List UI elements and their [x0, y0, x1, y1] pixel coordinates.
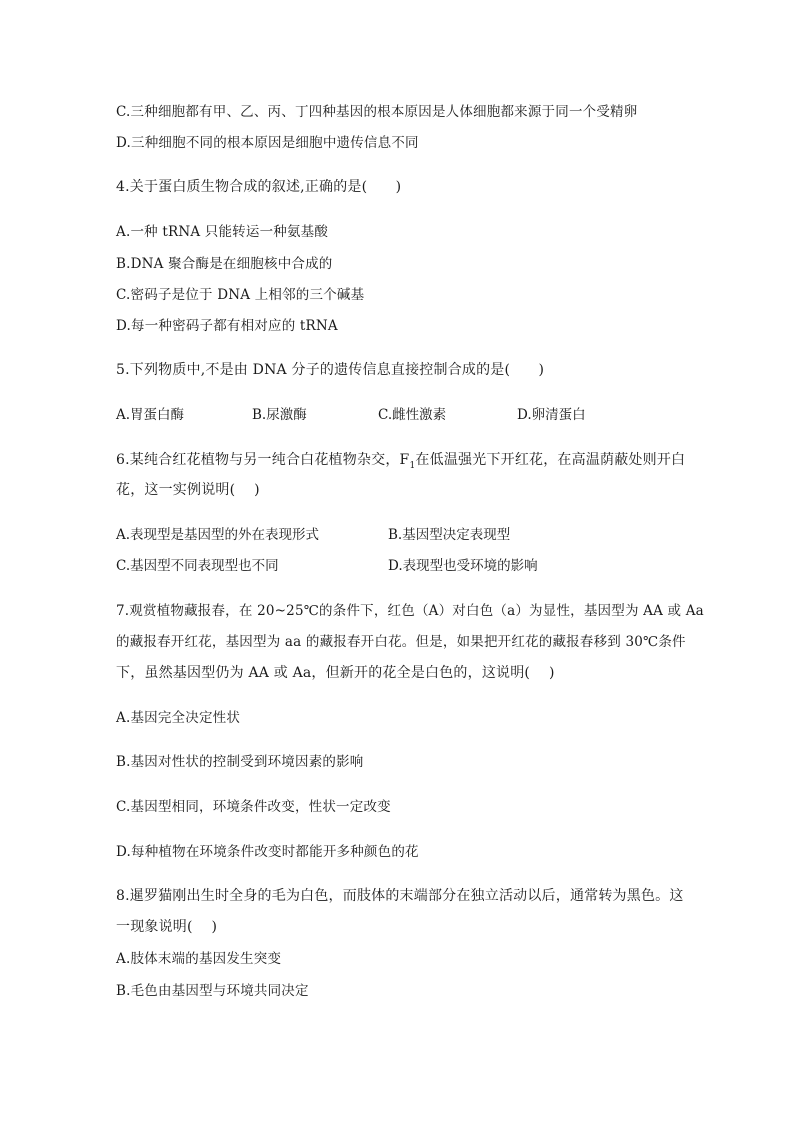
q5-options-row — [116, 405, 716, 425]
q3-option-c: C.三种细胞都有甲、乙、丙、丁四种基因的根本原因是人体细胞都来源于同一个受精卵 — [116, 104, 638, 120]
q7-stem-line1: 7.观赏植物藏报春，在 20~25℃的条件下，红色（A）对白色（a）为显性，基因型为 AA 或 Aa — [116, 603, 704, 619]
q4-option-a: A.一种 tRNA 只能转运一种氨基酸 — [116, 224, 329, 240]
q5-option-c: C.雌性激素 — [378, 407, 447, 423]
q6-options-row1 — [116, 525, 716, 545]
q6-option-c: C.基因型不同表现型也不同 — [116, 558, 279, 574]
q7-option-a: A.基因完全决定性状 — [116, 710, 241, 726]
q5-option-a: A.胃蛋白酶 — [116, 407, 185, 423]
q7-option-c: C.基因型相同，环境条件改变，性状一定改变 — [116, 799, 391, 815]
q5-option-b: B.尿激酶 — [252, 407, 307, 423]
q6-stem-line1 — [116, 450, 685, 476]
q4-option-b: B.DNA 聚合酶是在细胞核中合成的 — [116, 256, 333, 272]
q6-stem-subscript: 1 — [409, 460, 416, 471]
q7-option-d: D.每种植物在环境条件改变时都能开多种颜色的花 — [116, 844, 419, 860]
q4-option-c: C.密码子是位于 DNA 上相邻的三个碱基 — [116, 287, 365, 303]
q8-option-a: A.肢体末端的基因发生突变 — [116, 951, 282, 967]
q8-stem-line1: 8.暹罗猫刚出生时全身的毛为白色，而肢体的末端部分在独立活动以后，通常转为黑色。这 — [116, 888, 684, 904]
q6-option-a: A.表现型是基因型的外在表现形式 — [116, 527, 320, 543]
q6-option-d: D.表现型也受环境的影响 — [388, 558, 538, 574]
q6-options-row2 — [116, 556, 716, 576]
q6-option-b: B.基因型决定表现型 — [388, 527, 511, 543]
q5-stem: 5.下列物质中,不是由 DNA 分子的遗传信息直接控制合成的是( ) — [116, 362, 545, 378]
q7-option-b: B.基因对性状的控制受到环境因素的影响 — [116, 754, 364, 770]
q8-stem-line2: 一现象说明( ) — [116, 919, 218, 935]
q4-stem: 4.关于蛋白质生物合成的叙述,正确的是( ) — [116, 179, 402, 195]
q6-stem-line2: 花，这一实例说明( ) — [116, 482, 260, 498]
q7-stem-line2: 的藏报春开红花，基因型为 aa 的藏报春开白花。但是，如果把开红花的藏报春移到 30℃条件 — [116, 634, 686, 650]
q8-option-b: B.毛色由基因型与环境共同决定 — [116, 983, 309, 999]
q5-option-d: D.卵清蛋白 — [517, 407, 586, 423]
q6-stem-part1: 6.某纯合红花植物与另一纯合白花植物杂交，F — [116, 452, 410, 468]
q7-stem-line3: 下，虽然基因型仍为 AA 或 Aa，但新开的花全是白色的，这说明( ) — [116, 665, 555, 681]
q6-stem-part2: 在低温强光下开红花，在高温荫蔽处则开白 — [415, 452, 686, 468]
q3-option-d: D.三种细胞不同的根本原因是细胞中遗传信息不同 — [116, 135, 419, 151]
q4-option-d: D.每一种密码子都有相对应的 tRNA — [116, 318, 338, 334]
